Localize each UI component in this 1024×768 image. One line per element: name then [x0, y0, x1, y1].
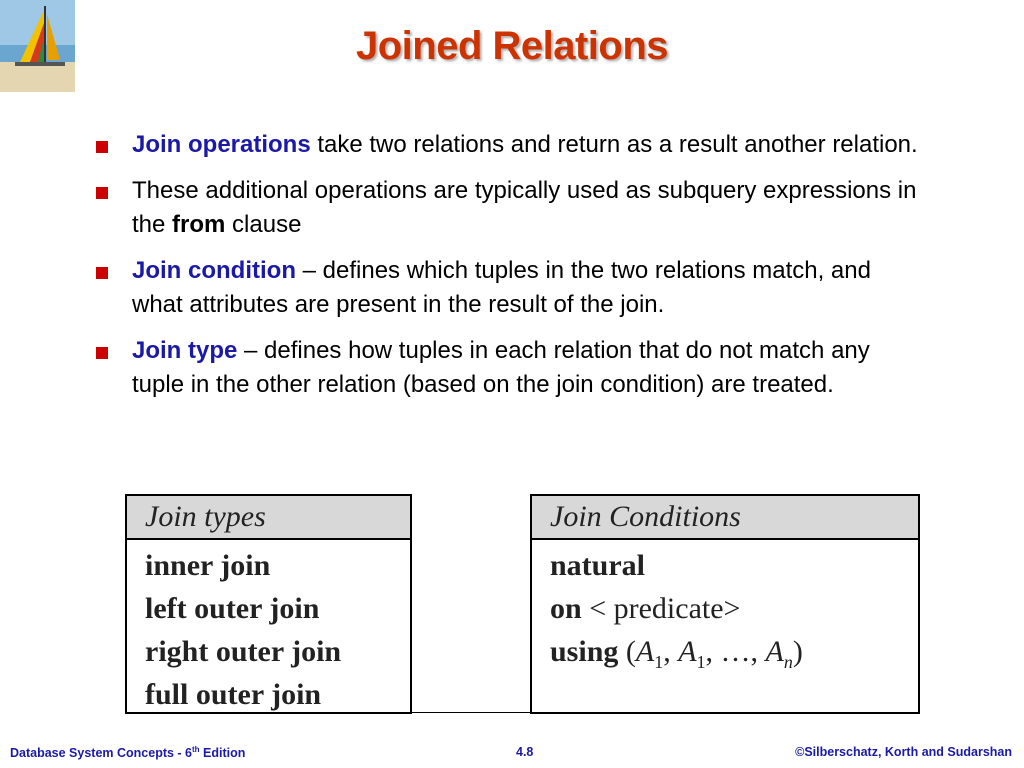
- square-bullet-icon: [96, 141, 108, 153]
- using-args: ($A_1$, $A_1$, …, $A_n$): [625, 635, 803, 672]
- bullet-keyword: from: [172, 211, 226, 238]
- bullet-list: [96, 128, 926, 414]
- square-bullet-icon: [96, 347, 108, 359]
- join-types-header: Join types: [127, 496, 410, 540]
- join-conditions-header: Join Conditions: [532, 496, 918, 540]
- bullet-keyword: Join operations: [132, 131, 311, 158]
- footer-book-title: Database System Concepts - 6th Edition: [10, 745, 246, 761]
- join-type-row: inner join: [145, 549, 271, 582]
- footer-page-number: 4.8: [516, 745, 534, 759]
- square-bullet-icon: [96, 267, 108, 279]
- bullet-item: [96, 128, 926, 162]
- table-connector-line: [412, 712, 530, 713]
- bullet-item: [96, 174, 926, 242]
- square-bullet-icon: [96, 187, 108, 199]
- join-condition-row: natural: [550, 549, 646, 582]
- footer-copyright: ©Silberschatz, Korth and Sudarshan: [795, 745, 1012, 759]
- join-type-row: left outer join: [145, 592, 320, 625]
- bullet-text: These additional operations are typically used as subquery expressions in the: [132, 177, 917, 238]
- bullet-item: [96, 334, 926, 402]
- bullet-text: – defines which tuples in the two relations match, and what attributes are present in the result of the join.: [132, 257, 871, 318]
- bullet-keyword: Join condition: [132, 257, 296, 284]
- join-type-row: full outer join: [145, 678, 322, 711]
- bullet-item: [96, 254, 926, 322]
- bullet-keyword: Join type: [132, 337, 238, 364]
- join-condition-row: using ($A_1$, $A_1$, …, $A_n$): [550, 635, 803, 672]
- join-conditions-table: [530, 494, 920, 714]
- bullet-text: take two relations and return as a result another relation.: [310, 131, 918, 158]
- join-type-row: right outer join: [145, 635, 342, 668]
- join-condition-row: on < predicate>: [550, 592, 741, 625]
- slide-title: Joined Relations: [355, 24, 669, 68]
- bullet-text: clause: [225, 211, 302, 238]
- bullet-text: – defines how tuples in each relation that do not match any tuple in the other relation (based on the join condition) are treated.: [132, 337, 870, 398]
- join-types-table: [125, 494, 412, 714]
